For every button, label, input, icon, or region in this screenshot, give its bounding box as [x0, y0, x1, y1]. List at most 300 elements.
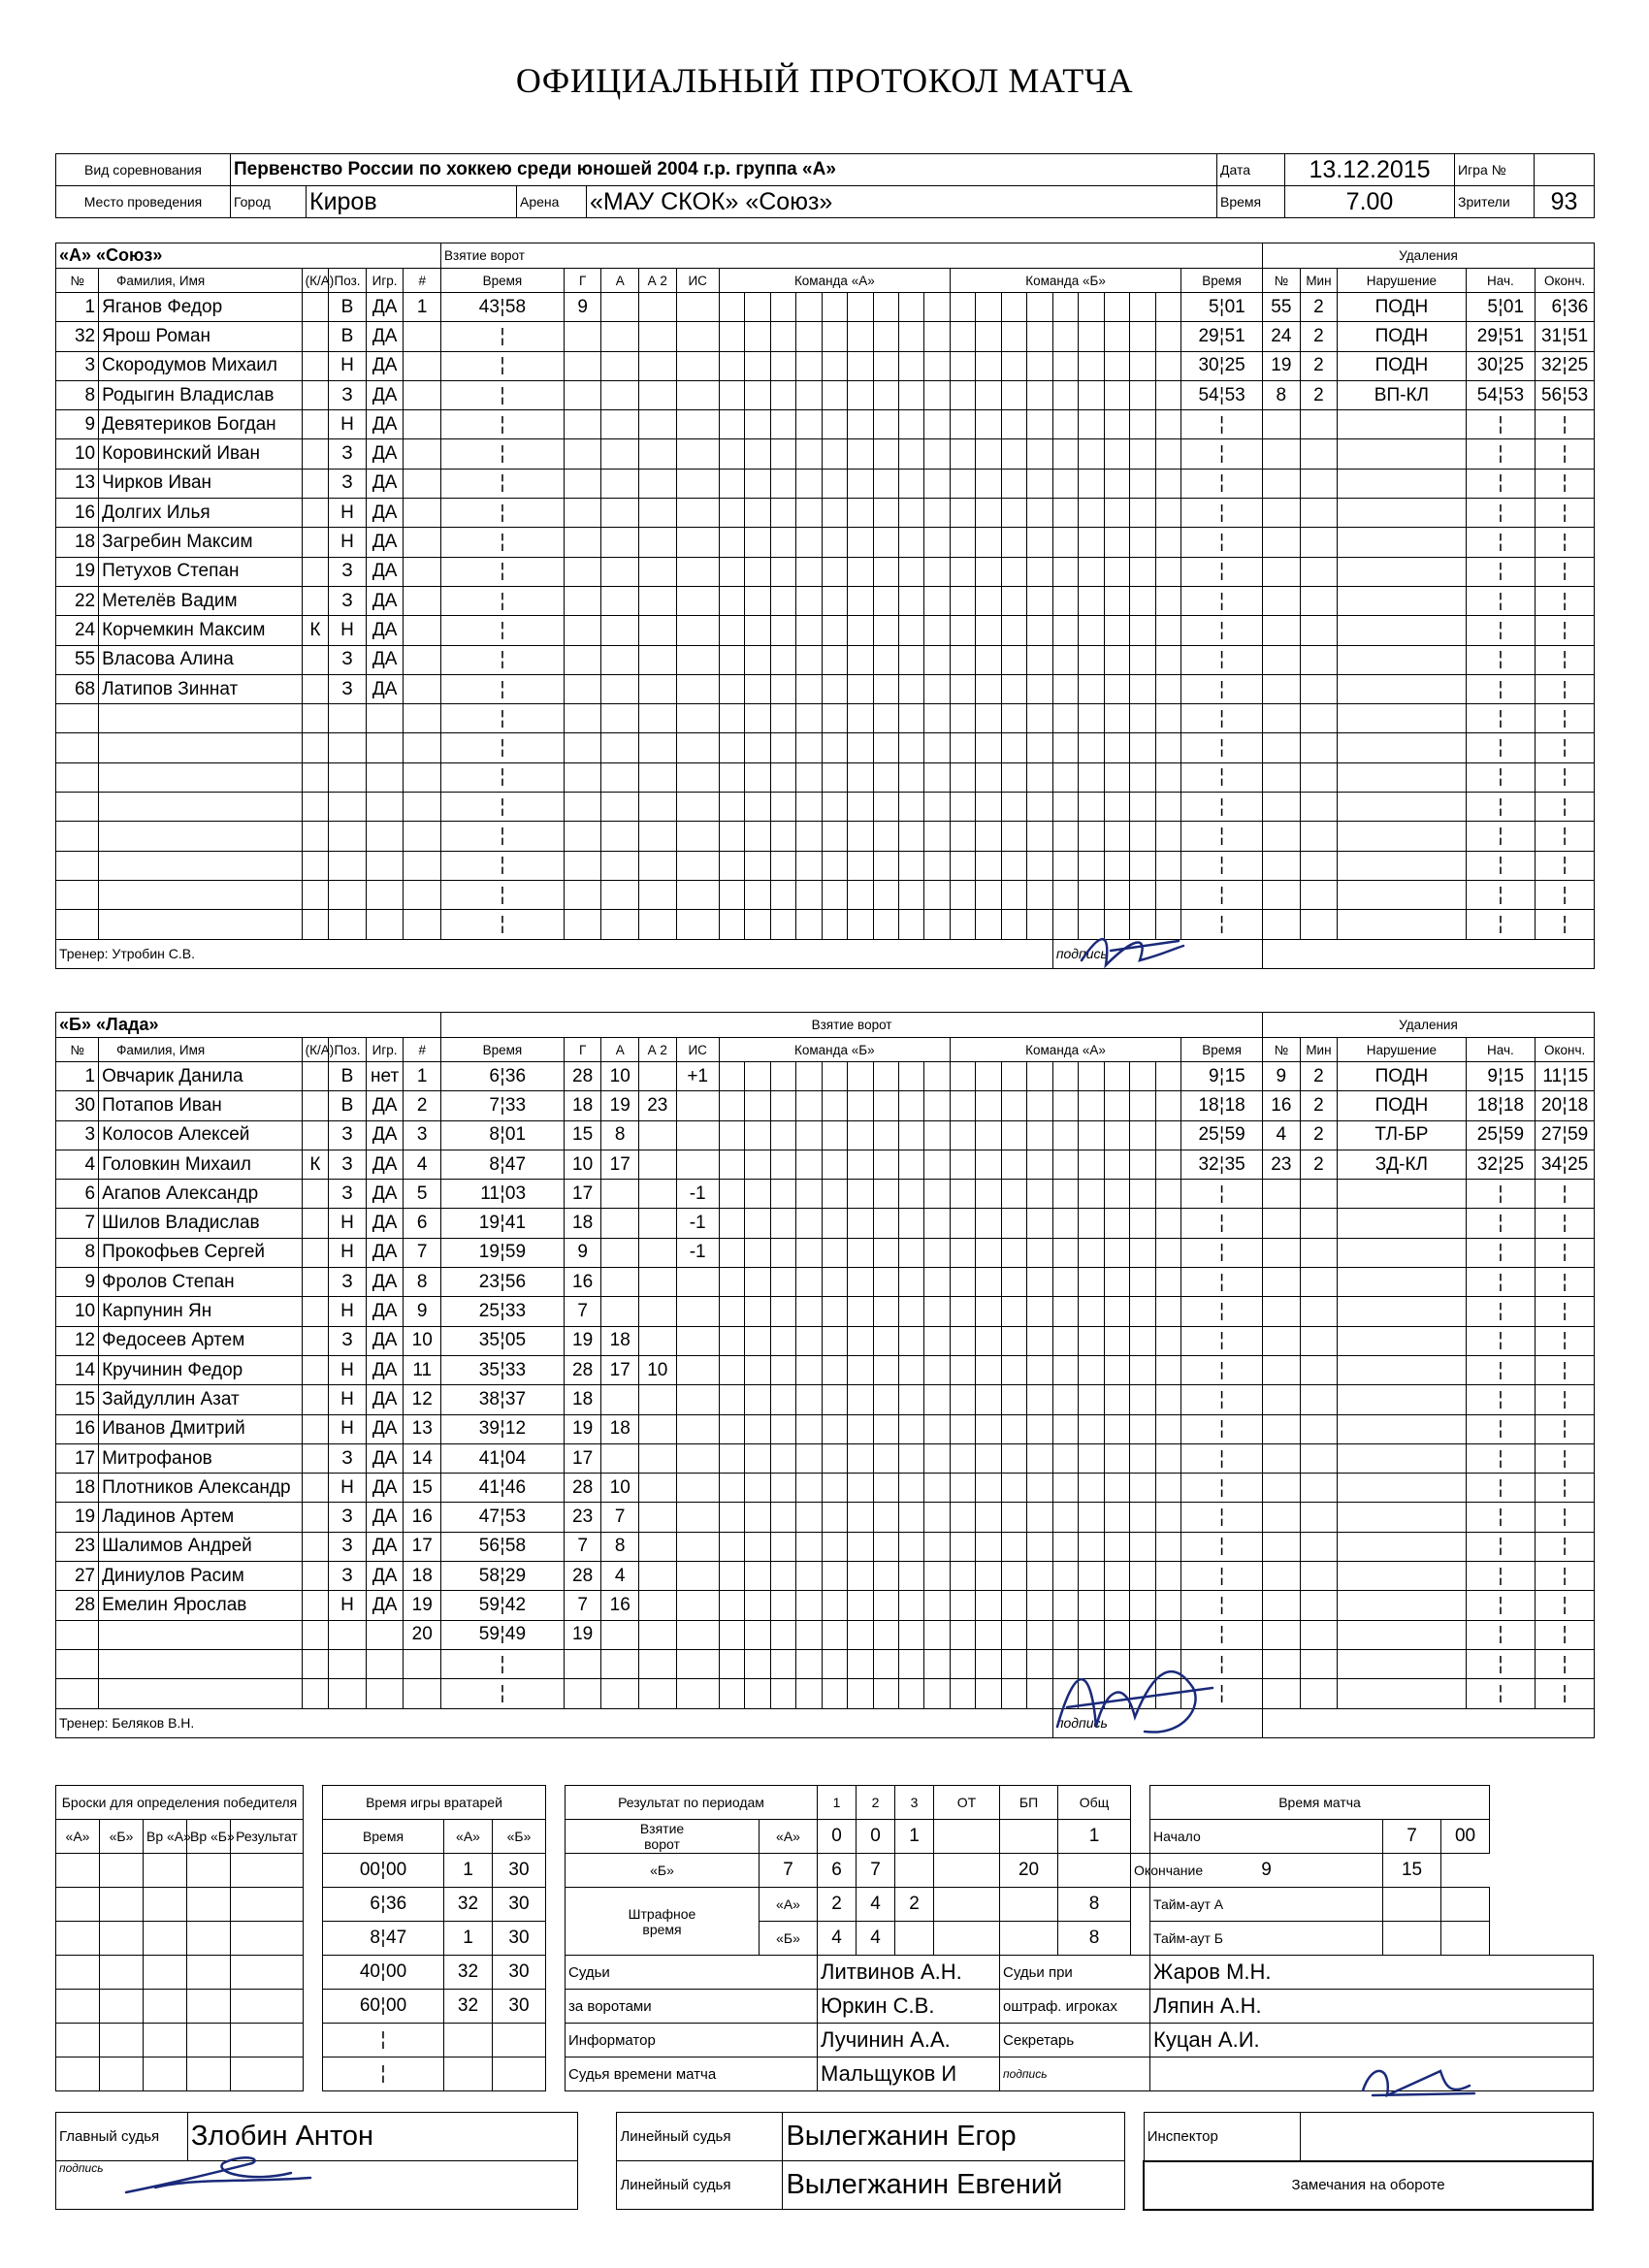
official-value: Литвинов А.Н.: [818, 1956, 1000, 1990]
teamA-goal-num: [404, 557, 441, 586]
teamB-goal-scorer: 28: [564, 1474, 601, 1503]
teamB-player-name: Шилов Владислав: [99, 1209, 303, 1238]
teamB-pen-start-sec: [1504, 1536, 1527, 1557]
time-separator: ¦: [1498, 1065, 1504, 1086]
teamB-goal-num: 11: [404, 1355, 441, 1384]
teamB-grid-cell: [1052, 1238, 1078, 1267]
teamB-goal-num: 6: [404, 1209, 441, 1238]
teamB-grid-cell: [796, 1474, 822, 1503]
teamB-grid-cell: [1052, 1326, 1078, 1355]
teamA-grid-cell: [1155, 674, 1180, 703]
teamA-goal-time-min: [476, 326, 500, 347]
teamB-player-captain: [302, 1326, 329, 1355]
time-separator: ¦: [500, 355, 505, 376]
teamA-grid-cell: [976, 322, 1001, 351]
teamB-goal-time-sec: 03: [504, 1183, 527, 1204]
time-separator: ¦: [1498, 884, 1504, 905]
teamA-goal-assist2: [639, 528, 677, 557]
teamA-goal-num: [404, 586, 441, 615]
teamA-pen-start-sec: [1504, 561, 1527, 582]
teamB-goal-assist2: [639, 1503, 677, 1532]
teamB-grid-cell: [822, 1532, 847, 1561]
time-separator: ¦: [1219, 1330, 1225, 1351]
teamA-pen-min: [1300, 469, 1338, 498]
pen-team-b-p5: [1000, 1922, 1058, 1956]
teamA-goal-scorer: [564, 822, 601, 851]
teamA-goal-time-sec: [505, 502, 529, 524]
teamB-pen-violation: [1338, 1385, 1466, 1414]
teamB-pen-start: [1466, 1091, 1536, 1120]
teamB-goal-assist2: [639, 1150, 677, 1179]
teamB-player-no: 23: [56, 1532, 99, 1561]
shots-cell: [187, 1888, 231, 1922]
time-separator: ¦: [1219, 884, 1225, 905]
teamB-pen-start: [1466, 1120, 1536, 1150]
time-separator: ¦: [1562, 1418, 1568, 1440]
teamB-goal-scorer: 19: [564, 1326, 601, 1355]
teamB-grid-cell: [770, 1209, 795, 1238]
time-separator: ¦: [1219, 1476, 1225, 1498]
teamB-goal-assist1: 8: [601, 1120, 639, 1150]
teamA-grid-cell: [1001, 410, 1026, 439]
teamB-player-pos: Н: [329, 1355, 367, 1384]
teamA-grid-cell: [848, 762, 873, 792]
team-a-table: [55, 243, 1595, 969]
period-col-3: 3: [895, 1786, 934, 1820]
teamB-grid-cell: [924, 1591, 950, 1620]
teamA-grid-cell: [848, 322, 873, 351]
teamB-pen-time-min: [1196, 1477, 1219, 1499]
teamB-goal-scorer: 23: [564, 1503, 601, 1532]
teamA-goal-situation: [676, 322, 719, 351]
teamB-grid-cell: [719, 1180, 744, 1209]
teamB-grid-cell: [1104, 1503, 1129, 1532]
teamA-grid-cell: [899, 822, 924, 851]
teamB-goal-time-sec: [505, 1683, 529, 1704]
teamA-goal-time: [441, 499, 565, 528]
teamB-pen-start-min: [1474, 1242, 1498, 1263]
time-separator: ¦: [380, 1928, 386, 1948]
teamA-grid-cell: [1079, 528, 1104, 557]
teamB-player-captain: [302, 1209, 329, 1238]
teamB-grid-cell: [1001, 1297, 1026, 1326]
teamA-grid-cell: [1155, 851, 1180, 880]
teamA-goal-time-min: [476, 708, 500, 729]
teamA-grid-cell: [899, 586, 924, 615]
teamA-pen-start-min: [1474, 502, 1498, 524]
time-separator: ¦: [500, 384, 505, 405]
teamB-grid-cell: [1130, 1385, 1155, 1414]
teamB-grid-cell: [770, 1591, 795, 1620]
teamA-pen-time-min: [1196, 766, 1219, 788]
time-separator: ¦: [1219, 1094, 1225, 1116]
teamA-grid-cell: [770, 851, 795, 880]
teamA-pen-start-min: [1474, 443, 1498, 465]
time-separator: ¦: [1498, 502, 1504, 523]
teamB-goal-assist2: 10: [639, 1355, 677, 1384]
team-b-coach-signature: [1038, 1649, 1222, 1756]
teamA-pen-end-sec: [1568, 443, 1591, 465]
teamA-goal-scorer: [564, 469, 601, 498]
teamB-goal-time-sec: 56: [504, 1271, 527, 1292]
teamB-grid-cell: [719, 1150, 744, 1179]
teamA-grid-cell: [1001, 674, 1026, 703]
time-separator: ¦: [500, 1624, 505, 1645]
teamB-pen-no: [1263, 1209, 1301, 1238]
teamA-grid-cell: [745, 351, 770, 380]
teamB-grid-cell: [924, 1326, 950, 1355]
teamB-player-pos: З: [329, 1562, 367, 1591]
teamA-goals-header: Взятие ворот: [441, 243, 1263, 269]
teamA-pen-violation: [1338, 880, 1466, 909]
teamA-goal-scorer: [564, 322, 601, 351]
teamB-pen-end-sec: [1568, 1389, 1591, 1410]
teamB-pen-end: [1536, 1474, 1595, 1503]
teamA-goal-assist1: [601, 557, 639, 586]
teamA-grid-cell: [950, 733, 975, 762]
teamA-player-name: [99, 733, 303, 762]
teamB-grid-cell: [822, 1150, 847, 1179]
teamB-goal-time-sec: 46: [504, 1476, 527, 1498]
teamB-grid-cell: [976, 1414, 1001, 1443]
teamA-goal-assist1: [601, 793, 639, 822]
teamB-grid-cell: [950, 1120, 975, 1150]
game-no-label: Игра №: [1455, 154, 1535, 186]
teamB-pen-end-sec: [1568, 1683, 1591, 1704]
teamB-pen-end-min: 20: [1540, 1094, 1563, 1116]
teamB-pen-violation: [1338, 1268, 1466, 1297]
teamA-grid-cell: [719, 674, 744, 703]
teamB-grid-cell: [770, 1062, 795, 1091]
teamB-pen-time-min: [1196, 1624, 1219, 1645]
teamB-goal-time: [441, 1620, 565, 1649]
teamB-goal-time: [441, 1120, 565, 1150]
goals-team-b-p1: 7: [760, 1854, 818, 1888]
teamB-grid-cell: [848, 1532, 873, 1561]
teamA-grid-cell: [719, 880, 744, 909]
shots-cell: [144, 1888, 187, 1922]
teamB-pen-start-min: [1474, 1683, 1498, 1704]
teamA-pen-min: [1300, 910, 1338, 939]
time-separator: ¦: [1562, 1565, 1568, 1586]
shots-cell: [231, 1990, 304, 2024]
teamA-pen-time: [1181, 616, 1263, 645]
time-separator: ¦: [1219, 1359, 1225, 1380]
time-separator: ¦: [1498, 737, 1504, 759]
teamA-pen-start-min: [1474, 679, 1498, 700]
teamB-grid-cell: [1001, 1238, 1026, 1267]
teamA-grid-cell: [950, 851, 975, 880]
table-row: [56, 1268, 1595, 1297]
teamB-goal-time-sec: 58: [504, 1536, 527, 1557]
teamB-grid-cell: [770, 1120, 795, 1150]
teamB-goal-scorer: 28: [564, 1562, 601, 1591]
teamA-pen-start-min: [1474, 914, 1498, 935]
teamB-pen-time-min: [1196, 1507, 1219, 1528]
shots-col-b: «Б»: [100, 1820, 144, 1854]
arena-value: «МАУ СКОК» «Союз»: [587, 186, 1217, 218]
teamA-grid-cell: [719, 762, 744, 792]
teamB-grid-cell: [796, 1532, 822, 1561]
teamA-grid-cell: [848, 616, 873, 645]
teamA-footer-empty: [1263, 939, 1595, 968]
teamB-pen-min: 2: [1300, 1062, 1338, 1091]
teamA-grid-cell: [899, 380, 924, 409]
teamA-grid-cell: [848, 733, 873, 762]
teamA-goal-assist1: [601, 499, 639, 528]
teamA-grid-cell: [873, 499, 898, 528]
teamB-pen-time-sec: [1225, 1301, 1248, 1322]
teamA-grid-cell: [1079, 645, 1104, 674]
teamA-grid-cell: [1052, 557, 1078, 586]
teamA-grid-cell: [1155, 557, 1180, 586]
teamA-goal-num: 1: [404, 293, 441, 322]
teamA-pen-end-min: [1538, 649, 1562, 670]
teamB-grid-cell: [1130, 1180, 1155, 1209]
time-separator: ¦: [500, 1594, 505, 1615]
teamB-grid-cell: [976, 1355, 1001, 1384]
teamA-pen-start-sec: [1504, 620, 1527, 641]
teamB-goal-assist2: [639, 1562, 677, 1591]
teamA-grid-cell: [976, 557, 1001, 586]
teamB-grid-cell: [873, 1620, 898, 1649]
goalie-time-row: [323, 1956, 444, 1990]
teamB-pen-time-sec: [1225, 1683, 1248, 1704]
teamB-player-name: Фролов Степан: [99, 1268, 303, 1297]
teamB-goal-situation: [676, 1503, 719, 1532]
teamA-player-play: [366, 704, 404, 733]
teamA-pen-start-sec: [1504, 591, 1527, 612]
time-separator: ¦: [1219, 1565, 1225, 1586]
teamB-goal-num: 9: [404, 1297, 441, 1326]
teamB-grid-cell: [873, 1091, 898, 1120]
teamA-grid-cell: [924, 351, 950, 380]
teamA-grid-cell: [1079, 380, 1104, 409]
time-separator: ¦: [500, 1065, 505, 1086]
teamA-pen-col-time: Время: [1181, 269, 1263, 293]
time-separator: ¦: [1498, 1536, 1504, 1557]
teamA-pen-min: [1300, 499, 1338, 528]
teamA-grid-cell: [924, 557, 950, 586]
teamA-grid-cell: [822, 557, 847, 586]
teamB-grid-cell: [1027, 1474, 1052, 1503]
time-separator: ¦: [500, 1330, 505, 1351]
teamB-grid-cell: [1027, 1414, 1052, 1443]
table-row: [56, 293, 1595, 322]
spectators-value: 93: [1535, 186, 1595, 218]
teamA-goal-num: [404, 674, 441, 703]
teamA-grid-cell: [1130, 410, 1155, 439]
teamA-pen-no: 8: [1263, 380, 1301, 409]
teamA-player-pos: З: [329, 645, 367, 674]
teamB-grid-cell: [899, 1562, 924, 1591]
teamB-grid-cell: [848, 1385, 873, 1414]
teamA-pen-end: [1536, 880, 1595, 909]
teamA-goal-scorer: [564, 674, 601, 703]
teamA-pen-time: [1181, 528, 1263, 557]
teamA-grid-cell: [1155, 762, 1180, 792]
teamB-grid-cell: [1104, 1326, 1129, 1355]
teamA-player-captain: [302, 380, 329, 409]
teamA-grid-cell: [1079, 793, 1104, 822]
teamA-grid-cell: [1027, 616, 1052, 645]
teamB-pen-end: [1536, 1209, 1595, 1238]
teamA-goal-time-sec: [505, 591, 529, 612]
teamB-col-goal-time: Время: [441, 1038, 565, 1062]
teamA-grid-cell: [1001, 822, 1026, 851]
teamA-pen-end-sec: [1568, 414, 1591, 436]
teamB-pen-start-min: 9: [1487, 1065, 1498, 1086]
teamA-pen-end: [1536, 469, 1595, 498]
time-separator: ¦: [1498, 1330, 1504, 1351]
teamB-grid-cell: [1130, 1503, 1155, 1532]
time-separator: ¦: [1219, 1624, 1225, 1645]
teamB-goal-situation: -1: [676, 1209, 719, 1238]
teamA-grid-cell: [899, 674, 924, 703]
teamA-goal-scorer: [564, 351, 601, 380]
teamB-grid-cell: [745, 1297, 770, 1326]
teamA-goal-num: [404, 439, 441, 469]
teamB-grid-cell: [873, 1238, 898, 1267]
teamB-player-pos: З: [329, 1326, 367, 1355]
teamB-player-play: ДА: [366, 1503, 404, 1532]
teamA-goal-time-min: [476, 885, 500, 906]
teamA-grid-cell: [1052, 616, 1078, 645]
teamA-grid-cell: [1001, 322, 1026, 351]
teamB-pen-time-sec: [1225, 1624, 1248, 1645]
teamA-grid-cell: [1027, 439, 1052, 469]
teamA-player-name: Ярош Роман: [99, 322, 303, 351]
teamA-grid-cell: [924, 380, 950, 409]
teamB-grid-cell: [1001, 1209, 1026, 1238]
teamA-player-name: Долгих Илья: [99, 499, 303, 528]
teamA-pen-start: [1466, 645, 1536, 674]
teamB-grid-cell: [873, 1679, 898, 1708]
teamB-grid-cell: [770, 1649, 795, 1678]
teamA-player-name: [99, 704, 303, 733]
time-separator: ¦: [380, 1894, 386, 1914]
teamA-pen-start-min: [1474, 649, 1498, 670]
teamA-grid-cell: [822, 733, 847, 762]
teamB-player-play: ДА: [366, 1385, 404, 1414]
teamB-goal-time: [441, 1238, 565, 1267]
goalie-time-row: [323, 2024, 444, 2057]
teamA-pen-time-min: [1196, 649, 1219, 670]
teamB-goal-situation: [676, 1532, 719, 1561]
teamA-goal-time-min: [476, 620, 500, 641]
teamA-grid-cell: [976, 439, 1001, 469]
teamB-grid-cell: [950, 1620, 975, 1649]
teamB-pen-time-min: [1196, 1272, 1219, 1293]
teamB-grid-cell: [770, 1238, 795, 1267]
shots-cell: [187, 1990, 231, 2024]
teamB-player-name: Федосеев Артем: [99, 1326, 303, 1355]
teamA-goal-time: [441, 322, 565, 351]
teamB-grid-cell: [1001, 1385, 1026, 1414]
teamB-grid-cell: [1079, 1620, 1104, 1649]
teamA-pen-start: [1466, 528, 1536, 557]
table-row: [56, 645, 1595, 674]
teamA-grid-cell: [873, 762, 898, 792]
teamA-player-name: [99, 793, 303, 822]
teamB-goal-scorer: 18: [564, 1209, 601, 1238]
teamA-col-pos: Поз.: [329, 269, 367, 293]
teamB-goal-situation: [676, 1385, 719, 1414]
teamB-player-play: ДА: [366, 1268, 404, 1297]
date-label: Дата: [1217, 154, 1285, 186]
teamA-grid-cell: [1027, 674, 1052, 703]
teamA-grid-cell: [822, 793, 847, 822]
teamA-pen-min: 2: [1300, 293, 1338, 322]
teamA-player-name: [99, 762, 303, 792]
teamB-pen-violation: [1338, 1620, 1466, 1649]
teamA-grid-cell: [1027, 351, 1052, 380]
teamB-grid-cell: [1104, 1091, 1129, 1120]
teamB-goal-scorer: 16: [564, 1268, 601, 1297]
teamA-pen-end-sec: 53: [1568, 384, 1589, 405]
teamA-grid-cell: [796, 616, 822, 645]
teamB-pen-time-min: 32: [1198, 1153, 1219, 1175]
teamB-grid-cell: [1079, 1268, 1104, 1297]
teamB-grid-cell: [796, 1385, 822, 1414]
game-no-value: [1535, 154, 1595, 186]
teamA-grid-cell: [770, 910, 795, 939]
teamA-pen-end: [1536, 851, 1595, 880]
teamA-pen-time: [1181, 822, 1263, 851]
teamB-goal-situation: [676, 1562, 719, 1591]
time-separator: ¦: [1219, 766, 1225, 788]
teamA-grid-cell: [976, 380, 1001, 409]
time-separator: ¦: [1219, 1242, 1225, 1263]
teamA-grid-cell: [924, 322, 950, 351]
teamB-grid-cell: [822, 1238, 847, 1267]
teamB-grid-cell: [873, 1562, 898, 1591]
teamA-grid-cell: [1130, 322, 1155, 351]
table-row: [56, 1649, 1595, 1678]
teamB-goal-assist2: [639, 1385, 677, 1414]
teamA-grid-cell: [848, 793, 873, 822]
teamA-player-no: 13: [56, 469, 99, 498]
teamB-player-no: 9: [56, 1268, 99, 1297]
teamA-player-pos: З: [329, 380, 367, 409]
teamA-goal-num: [404, 762, 441, 792]
teamB-grid-cell: [796, 1326, 822, 1355]
teamA-pen-min: [1300, 616, 1338, 645]
teamA-grid-cell: [924, 851, 950, 880]
time-separator: ¦: [1498, 1094, 1504, 1116]
teamB-grid-cell: [873, 1297, 898, 1326]
teamA-goal-assist2: [639, 616, 677, 645]
teamA-grid-cell: [1001, 499, 1026, 528]
teamA-pen-no: [1263, 793, 1301, 822]
teamA-pen-violation: [1338, 762, 1466, 792]
teamA-goal-assist1: [601, 851, 639, 880]
teamA-goal-num: [404, 822, 441, 851]
goals-a-total: 1: [1058, 1820, 1131, 1854]
teamA-goal-time-sec: [505, 472, 529, 494]
teamA-grid-cell: [950, 499, 975, 528]
teamB-goal-assist1: 7: [601, 1503, 639, 1532]
teamB-col-name: Фамилия, Имя: [99, 1038, 303, 1062]
teamA-grid-cell: [873, 704, 898, 733]
teamA-player-play: [366, 762, 404, 792]
teamB-grid-cell: [822, 1649, 847, 1678]
teamB-grid-cell: [873, 1649, 898, 1678]
main-referee-signature-label: подпись: [56, 2161, 578, 2210]
teamA-goal-time-min: [476, 796, 500, 818]
main-referee-label: Главный судья: [56, 2113, 188, 2161]
teamB-grid-cell: [719, 1562, 744, 1591]
